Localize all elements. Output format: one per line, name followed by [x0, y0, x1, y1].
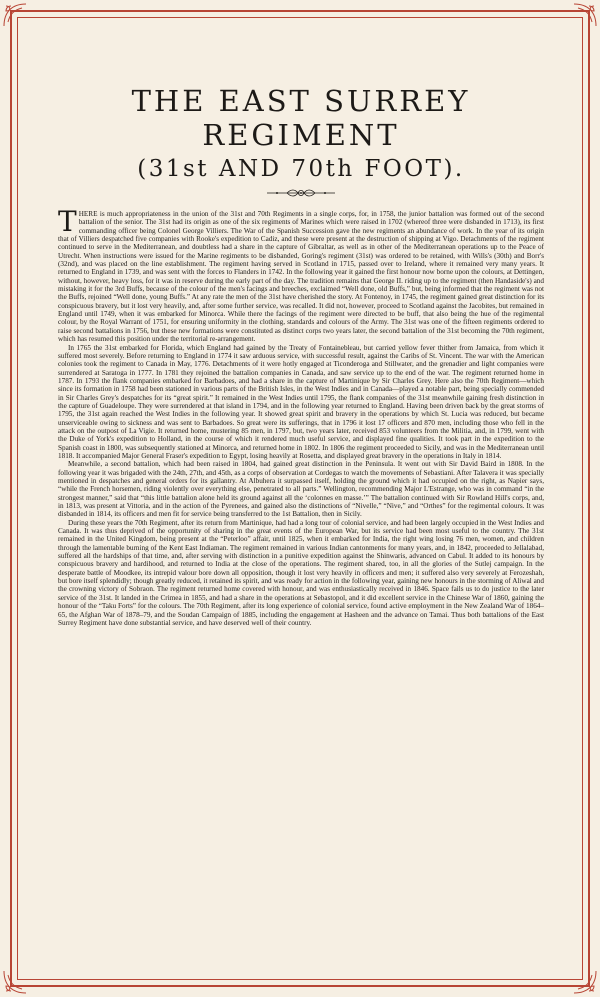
scroll-ornament-icon [265, 188, 337, 198]
corner-flourish-icon [572, 2, 598, 28]
corner-flourish-icon [2, 969, 28, 995]
page-title: THE EAST SURREY REGIMENT [131, 84, 471, 152]
article-body [58, 205, 544, 627]
paragraph: Meanwhile, a second battalion, which had been raised in 1804, had gained great distinction in the Peninsula. It went out with Sir David Baird in 1808. In the following year it was brigaded with the 24th, 27th, and 45th, as a corps of observation at Cordegas to watch the movements of Sebastiani. After Talavera it was specially mentioned in despatches and general orders for its gallantry. At Albuhera it surpassed itself, holding the ground which it had occupied on the right, as Napier says, “while the French horsemen, riding violently over everything else, penetrated to all parts.” Wellington, recommending Major L'Estrange, who was in command “in the strongest manner,” said that “this little battalion alone held its ground against all the ‘colonnes en masse.’” The battalion continued with Sir Rowland Hill's corps, and, in 1813, was present at Vittoria, and in the action of the Pyrenees, and gained also the distinctions of “Nivelle,” “Nive,” and “Orthes” for the regimental colours. It was disbanded in 1814, its officers and men fit for service being transferred to the 1st Battalion, then in Sicily. [58, 460, 544, 519]
page-subtitle: (31st AND 70th FOOT). [137, 156, 465, 182]
paragraph-text: HERE is much appropriateness in the union of the 31st and 70th Regiments in a single corps, for, in 1758, the junior battalion was formed out of the second battalion of the senior. The 31st had its origin as one of the six regiments of Marines which were raised in 1702 (whereof three were disbanded in 1713), its first commanding officer being Colonel George Villiers. The War of the Spanish Succession gave the new regiments an abundance of work. In the year of its origin that of Villiers despatched five companies with Rooke's expedition to Cadiz, and these were present at the destruction of shipping at Vigo. Detachments of the regiment continued to serve in the Mediterranean, and doubtless had a share in the capture of Gibraltar, as well as in other of the Mediterranean operations up to the Peace of Utrecht. When instructions were issued for the Marine regiments to be disbanded, Goring's regiment (31st) was ordered to be retained, with Wills's (30th) and Borr's (32nd), and was placed on the line establishment. The regiment having served in Scotland in 1715, passed over to Ireland, where it remained very many years. It returned to England in 1739, and was sent with the forces to Flanders in 1742. In the following year it gained the first honour now borne upon the colours, at Dettingen, without, however, heavy loss, for it was in reserve during the early part of the day. The tradition remains that George II. riding up to the regiment (then Handaside's) and mistaking it for the 3rd Buffs, because of the colour of the men's facings and breeches, exclaimed “Well done, old Buffs,” but, being informed that the regiment was not the Buffs, rejoined “Well done, young Buffs.” At any rate the men of the 31st have cherished the story. At Fontenoy, in 1745, the regiment gained great distinction for its conspicuous bravery, but it lost very heavily, and, after some further service, was recalled. It did not, however, proceed to Scotland against the Jacobites, but remained in England until 1749, when it was embarked for Minorca. While there the facings of the regiment were directed to be buff, that also being the hue of the regimental colour, by the Royal Warrant of 1751, for ensuring uniformity in the clothing, standards and colours of the Army. The 31st was one of the fifteen regiments ordered to raise second battalions in 1756, but these new formations were constituted as distinct corps two years later, the second battalion of the 31st becoming the 70th regiment, which has resumed this position under the territorial re-arrangement. [58, 210, 544, 344]
drop-cap: T [58, 205, 77, 238]
corner-flourish-icon [572, 969, 598, 995]
article [58, 84, 544, 627]
corner-flourish-icon [2, 2, 28, 28]
paragraph: In 1765 the 31st embarked for Florida, which England had gained by the Treaty of Fontainebleau, but carried yellow fever thither from Jamaica, from which it suffered most severely. Before returning to England in 1774 it saw arduous service, with successful result, against the Caribs of St. Vincent. The war with the American colonies took the regiment to Canada in May, 1776. Detachments of it were hotly engaged at Ticonderoga and Stillwater, and the grenadier and light companies were surrendered at Saratoga in 1777. In 1781 they rejoined the battalion companies in Canada, and saw service up to the end of the war. The regiment returned home in 1787. In 1793 the flank companies embarked for Barbadoes, and had a share in the capture of Martinique by Sir Charles Grey. Here also the 70th Regiment—which since its formation in 1758 had been stationed in various parts of the British Isles, in the West Indies and in Canada—played a notable part, being specially commended in Sir Charles Grey's despatches for its “great spirit.” It remained in the West Indies until 1795, the flank companies of the 31st meanwhile gaining fresh distinction in the capture of Guadeloupe. They were surrendered at that island in 1794, and in the following year returned to England. Having been driven back by the great storms of 1795, the 31st again reached the West Indies in the following year. It showed great spirit and bravery in the operations by which St. Lucia was reduced, but became unserviceable owing to sickness and was sent to Barbadoes. So great were its sufferings, that in 1796 it lost 17 officers and 870 men, including those who fell in the attack on the outpost of La Vigie. It returned home, mustering 85 men, in 1797, but, two years later, received 853 volunteers from the Militia, and, in 1799, went with the Duke of York's expedition to Holland, in the course of which it rendered much useful service, and displayed fine qualities. It took part in the expedition to the Spanish coast in 1800, was subsequently stationed at Minorca, and returned home in 1802. In 1806 the regiment proceeded to Sicily, and was in the Mediterranean until 1818. It accompanied Major General Fraser's expedition to Egypt, losing heavily at Rosetta, and displayed great bravery in the operations in Italy in 1814. [58, 343, 544, 460]
paragraph: During these years the 70th Regiment, after its return from Martinique, had had a long tour of colonial service, and had been largely occupied in the West Indies and Canada. It was thus deprived of the opportunity of sharing in the great events of the European War, but its service had been most useful to the country. The 31st remained in the United Kingdom, being present at the “Peterloo” affair, until 1825, when it embarked for India, the right wing losing 76 men, women, and children through the lamentable burning of the Kent East Indiaman. The regiment remained in various Indian cantonments for many years, and, in 1842, proceeded to Jellalabad, suffered all the hardships of that time, and, after serving with distinction in a punitive expedition against the Shinwaris, advanced on Cabul. It added to its honours by conspicuous bravery and hardihood, and returned to India at the close of the operations. The regiment shared, too, in all the glories of the Sutlej campaign. In the desperate battle of Moodkee, its intrepid valour bore down all opposition, though it lost very heavily in officers and men; it suffered also very severely at Ferozeshah, but bore itself splendidly; though greatly reduced, it retained its spirit, and was ready for action in the following year, gaining new honours in the storming of Aliwal and the crowning victory of Sobraon. The regiment returned home covered with honour, and was enthusiastically received in 1846. Space fails us to do justice to the later service of the 31st. It landed in the Crimea in 1855, and had a share in the operations at Sebastopol, and it did excellent service in the Chinese War of 1860, gaining the honour of the “Taku Forts” for the colours. The 70th Regiment, after its long experience of colonial service, found active employment in the New Zealand War of 1864–65, the Afghan War of 1878–79, and the Soudan Campaign of 1885, including the engagement at Hasheen and the advance on Tamai. Thus both battalions of the East Surrey Regiment have done substantial service, and have deserved well of their country. [58, 518, 544, 627]
paragraph [58, 205, 544, 344]
